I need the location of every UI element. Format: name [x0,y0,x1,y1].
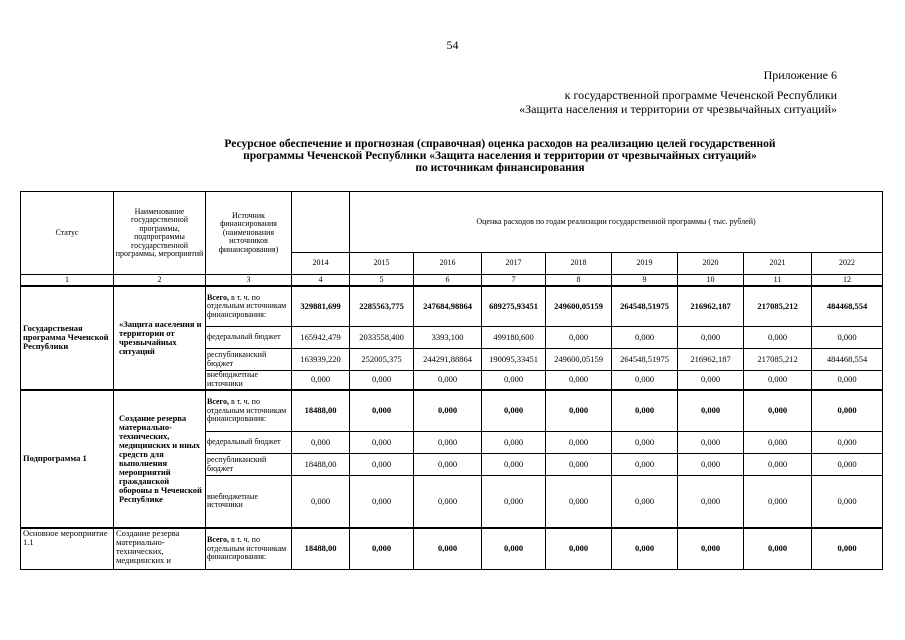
value-cell: 0,000 [350,454,414,476]
value-cell: 0,000 [612,476,678,528]
column-number: 7 [482,275,546,286]
value-cell: 249600,05159 [546,349,612,371]
value-cell: 0,000 [678,476,744,528]
value-cell: 165942,479 [292,327,350,349]
program-name-cell: Создание резерва материально-технических, медицинских и [114,528,206,570]
source-cell: республиканский бюджет [206,454,292,476]
value-cell: 0,000 [482,390,546,432]
value-cell: 499180,600 [482,327,546,349]
value-cell: 0,000 [744,390,812,432]
page-number: 54 [446,38,459,52]
table-row [21,390,883,432]
year-header: 2022 [812,253,883,275]
program-name-cell: «Защита населения и территории от чрезвычайных ситуаций [114,286,206,390]
value-cell: 0,000 [482,528,546,570]
column-number: 9 [612,275,678,286]
status-cell: Основное мероприятие 1.1 [21,528,114,570]
value-cell: 247684,98864 [414,286,482,327]
value-cell: 484468,554 [812,286,883,327]
value-cell: 0,000 [292,476,350,528]
year-header: 2015 [350,253,414,275]
value-cell: 0,000 [414,371,482,390]
column-number: 5 [350,275,414,286]
value-cell: 0,000 [812,454,883,476]
source-total-label: Всего, [207,535,229,544]
value-cell: 0,000 [744,528,812,570]
value-cell: 18488,00 [292,390,350,432]
table-row [21,286,883,327]
value-cell: 190095,33451 [482,349,546,371]
column-number: 4 [292,275,350,286]
value-cell: 0,000 [482,432,546,454]
value-cell: 0,000 [546,476,612,528]
value-cell: 217085,212 [744,286,812,327]
value-cell: 0,000 [744,371,812,390]
value-cell: 0,000 [744,432,812,454]
value-cell: 0,000 [546,432,612,454]
value-cell: 0,000 [414,476,482,528]
value-cell: 484468,554 [812,349,883,371]
value-cell: 0,000 [350,476,414,528]
value-cell: 0,000 [546,327,612,349]
value-cell: 0,000 [744,327,812,349]
appendix-title: Приложение 6 [763,68,837,82]
value-cell: 0,000 [678,432,744,454]
value-cell: 0,000 [350,432,414,454]
value-cell: 244291,88864 [414,349,482,371]
year-header: 2017 [482,253,546,275]
value-cell: 0,000 [350,371,414,390]
year-header: 2018 [546,253,612,275]
value-cell: 216962,187 [678,349,744,371]
value-cell: 264548,51975 [612,349,678,371]
value-cell: 0,000 [612,371,678,390]
value-cell: 2285563,775 [350,286,414,327]
value-cell: 264548,51975 [612,286,678,327]
value-cell: 329881,699 [292,286,350,327]
value-cell: 163939,220 [292,349,350,371]
column-number: 10 [678,275,744,286]
source-cell: внебюджетные источники [206,371,292,390]
value-cell: 0,000 [812,476,883,528]
header-name: Наименование государственной программы, подпрограммы государственной программы, мероприятий [114,192,206,275]
value-cell: 0,000 [482,454,546,476]
value-cell: 217085,212 [744,349,812,371]
value-cell: 0,000 [612,390,678,432]
value-cell: 0,000 [812,528,883,570]
value-cell: 0,000 [744,476,812,528]
column-number: 1 [21,275,114,286]
value-cell: 0,000 [350,528,414,570]
year-header: 2019 [612,253,678,275]
value-cell: 0,000 [414,432,482,454]
source-total-label: Всего, [207,397,229,406]
status-cell: Подпрограмма 1 [21,390,114,528]
program-name-cell: Создание резерва материально-технических, медицинских и иных средств для выполнения мероприятий гражданской обороны в Чеченской Республике [114,390,206,528]
value-cell: 0,000 [678,327,744,349]
value-cell: 18488,00 [292,528,350,570]
source-total-rest: в т. ч. по отдельным источникам финансирования: [207,397,287,423]
column-numbers-row [21,275,883,286]
value-cell: 0,000 [678,371,744,390]
value-cell: 0,000 [414,528,482,570]
value-cell: 3393,100 [414,327,482,349]
document-title [150,138,850,174]
year-header: 2021 [744,253,812,275]
column-number: 2 [114,275,206,286]
source-cell: внебюджетные источники [206,476,292,528]
value-cell: 0,000 [678,528,744,570]
value-cell: 0,000 [812,371,883,390]
value-cell: 252005,375 [350,349,414,371]
header-status: Статус [21,192,114,275]
source-cell [206,286,292,327]
value-cell: 0,000 [612,528,678,570]
status-cell: Государственая программа Чеченской Республики [21,286,114,390]
source-total-rest: в т. ч. по отдельным источникам финансирования: [207,535,287,561]
value-cell: 0,000 [612,327,678,349]
value-cell: 0,000 [482,476,546,528]
source-cell: республиканский бюджет [206,349,292,371]
source-cell [206,528,292,570]
table-row [21,528,883,570]
value-cell: 0,000 [812,432,883,454]
value-cell: 0,000 [812,390,883,432]
value-cell: 0,000 [612,432,678,454]
column-number: 11 [744,275,812,286]
resource-table [20,191,883,570]
value-cell: 0,000 [546,454,612,476]
value-cell: 0,000 [292,432,350,454]
appendix-line-1: к государственной программе Чеченской Республики [564,88,837,102]
year-header: 2014 [292,253,350,275]
value-cell: 0,000 [744,454,812,476]
header-source: Источник финансирования (наименования источников финансирования) [206,192,292,275]
column-number: 6 [414,275,482,286]
value-cell: 0,000 [414,390,482,432]
source-cell: федеральный бюджет [206,327,292,349]
header-estimate: Оценка расходов по годам реализации государственной программы ( тыс. рублей) [350,192,883,253]
header-blank [292,192,350,253]
document-title-line-1: Ресурсное обеспечение и прогнозная (справочная) оценка расходов на реализацию целей государственной [224,138,776,150]
year-header: 2016 [414,253,482,275]
value-cell: 18488,00 [292,454,350,476]
column-number: 12 [812,275,883,286]
document-title-line-3: по источникам финансирования [415,162,585,174]
value-cell: 0,000 [546,528,612,570]
source-total-label: Всего, [207,292,229,302]
value-cell: 0,000 [546,371,612,390]
source-total-rest: в т. ч. по отдельным источникам финансирования: [207,292,287,319]
value-cell: 0,000 [612,454,678,476]
value-cell: 0,000 [350,390,414,432]
value-cell: 0,000 [678,454,744,476]
value-cell: 2033558,400 [350,327,414,349]
value-cell: 0,000 [482,371,546,390]
source-cell: федеральный бюджет [206,432,292,454]
column-number: 8 [546,275,612,286]
value-cell: 0,000 [414,454,482,476]
year-header: 2020 [678,253,744,275]
value-cell: 0,000 [546,390,612,432]
source-cell [206,390,292,432]
document-title-line-2: программы Чеченской Республики «Защита населения и территории от чрезвычайных ситуаций» [243,150,757,162]
value-cell: 0,000 [812,327,883,349]
value-cell: 689275,93451 [482,286,546,327]
value-cell: 216962,187 [678,286,744,327]
column-number: 3 [206,275,292,286]
appendix-line-2: «Защита населения и территории от чрезвычайных ситуаций» [519,102,837,116]
appendix-block [519,68,837,116]
value-cell: 0,000 [292,371,350,390]
value-cell: 249600,05159 [546,286,612,327]
header-row [21,192,883,253]
value-cell: 0,000 [678,390,744,432]
